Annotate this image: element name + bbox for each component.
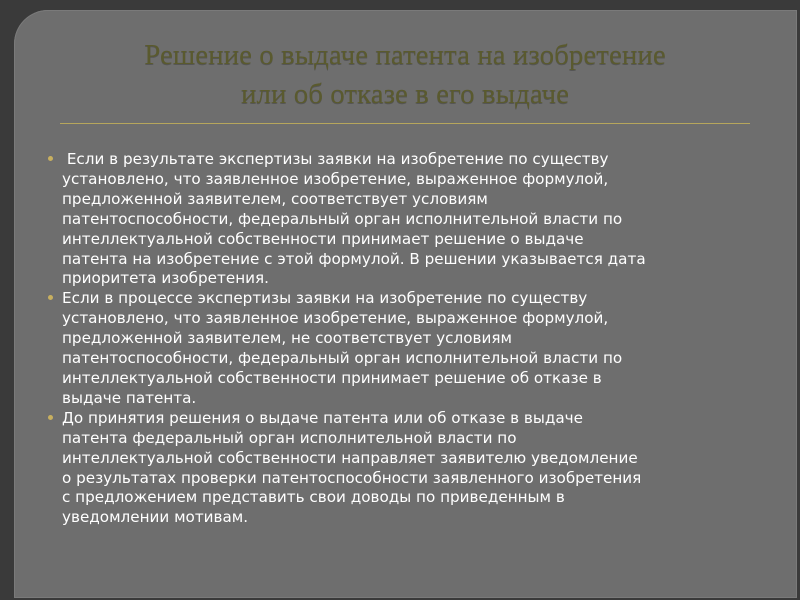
- bullet-dot-icon: [48, 415, 53, 420]
- bullet-line: патента федеральный орган исполнительной власти по: [62, 428, 517, 447]
- bullet-dot-icon: [48, 156, 53, 161]
- bullet-line: интеллектуальной собственности направляет заявителю уведомление: [62, 448, 638, 467]
- slide-title-line-1: Решение о выдаче патента на изобретение: [144, 39, 666, 71]
- slide-title: [60, 36, 750, 114]
- bullet-line: приоритета изобретения.: [62, 269, 269, 288]
- bullet-line: патентоспособности, федеральный орган исполнительной власти по: [62, 209, 623, 228]
- bullet-line: с предложением представить свои доводы по приведенным в: [62, 488, 565, 507]
- bullet-item-1: [62, 150, 762, 289]
- bullet-line: патентоспособности, федеральный орган исполнительной власти по: [62, 349, 623, 368]
- bullet-line: предложенной заявителем, не соответствует условиям: [62, 329, 512, 348]
- bullet-line: Если в процессе экспертизы заявки на изобретение по существу: [62, 289, 588, 308]
- bullet-line: уведомлении мотивам.: [62, 508, 249, 527]
- bullet-item-2: [62, 289, 762, 408]
- bullet-line: установлено, что заявленное изобретение, выраженное формулой,: [62, 309, 609, 328]
- bullet-line: о результатах проверки патентоспособности заявленного изобретения: [62, 468, 642, 487]
- bullet-line: интеллектуальной собственности принимает решение о выдаче: [62, 229, 584, 248]
- bullet-line: предложенной заявителем, соответствует условиям: [62, 189, 488, 208]
- bullet-item-3: [62, 409, 762, 528]
- bullet-line: До принятия решения о выдаче патента или об отказе в выдаче: [62, 408, 583, 427]
- bullet-line: интеллектуальной собственности принимает решение об отказе в: [62, 368, 602, 387]
- bullet-line: Если в результате экспертизы заявки на изобретение по существу: [62, 150, 609, 168]
- bullet-list: [62, 150, 762, 528]
- bullet-line: установлено, что заявленное изобретение, выраженное формулой,: [62, 169, 609, 188]
- bullet-line: выдаче патента.: [62, 388, 197, 407]
- slide-title-line-2: или об отказе в его выдаче: [241, 78, 569, 110]
- title-divider: [60, 123, 750, 124]
- bullet-line: патента на изобретение с этой формулой. В решении указывается дата: [62, 249, 646, 268]
